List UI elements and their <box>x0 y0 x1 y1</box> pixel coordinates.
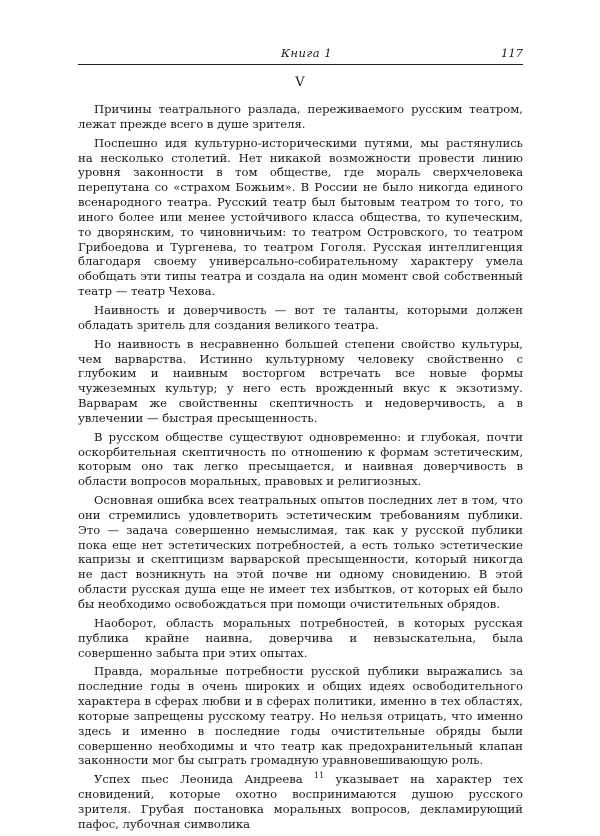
running-title: Книга 1 <box>281 46 333 60</box>
paragraph: Поспешно идя культурно-историческими путями, мы растянулись на несколько столетий. Нет никакой возможности провести линию уровня законности в том обществе, где мораль сверхчеловека перепутана со «страхом Божьим». В России не было никогда единого всенародного театра. Русский театр был бытовым театром то того, то иного более или менее устойчивого класса общества, то купеческим, то дворянским, то чиновничьим: то театром Островского, то театром Грибоедова и Тургенева, то театром Гоголя. Русская интеллигенция благодаря своему универсально-собирательному характеру умела обобщать эти типы театра и создала на один момент свой собственный театр — театр Чехова. <box>78 135 523 299</box>
paragraph: Правда, моральные потребности русской публики выражались за последние годы в очень широких и общих идеях освободительного характера в сферах любви и в сферах политики, именно в тех областях, которые запрещены русскому театру. Но нельзя отрицать, что именно здесь и именно в последние годы очистительные обряды были совершенно необходимы и что театр как предохранительный клапан законности мог бы сыграть громадную уравновешивающую роль. <box>78 664 523 768</box>
paragraph: В русском обществе существуют одновременно: и глубокая, почти оскорбительная скептичность по отношению к формам эстетическим, которым оно так легко пресыщается, и наивная доверчивость в области вопросов моральных, правовых и религиозных. <box>78 429 523 489</box>
paragraph: Наоборот, область моральных потребностей, в которых русская публика крайне наивна, доверчива и невзыскательна, была совершенно забыта при этих опытах. <box>78 615 523 660</box>
body-text <box>78 102 523 832</box>
footnote-reference[interactable]: 11 <box>314 771 325 781</box>
last-paragraph <box>78 772 523 831</box>
paragraph: Причины театрального разлада, переживаемого русским театром, лежат прежде всего в душе зрителя. <box>78 102 523 131</box>
paragraph: Наивность и доверчивость — вот те таланты, которыми должен обладать зритель для создания великого театра. <box>78 302 523 332</box>
paragraph-text-end: указывает на характер тех сновидений, которые охотно воспринимаются душою русского зрителя. Грубая постановка моральных вопросов, декламирующий пафос, лубочная символика <box>78 772 523 831</box>
paragraph: Но наивность в несравненно большей степени свойство культуры, чем варварства. Истинно культурному человеку свойственно с глубоким и наивным восторгом встречать все новые формы чужеземных культур; у него есть врожденный вкус к экзотизму. Варварам же свойственны скептичность и недоверчивость, а в увлечении — быстрая пресыщенность. <box>78 336 523 425</box>
section-numeral: V <box>295 75 306 90</box>
paragraph: Основная ошибка всех театральных опытов последних лет в том, что они стремились удовлетворить эстетическим требованиям публики. Это — задача совершенно немыслимая, так как у русской публики пока еще нет эстетических потребностей, а есть только эстетические капризы и скептицизм варварской пресыщенности, который никогда не даст возникнуть на этой почве ни одному сновидению. В этой области русская душа еще не имеет тех избытков, от которых ей было бы необходимо освобождаться при помощи очистительных обрядов. <box>78 493 523 611</box>
page-number: 117 <box>501 46 523 60</box>
book-page <box>78 44 523 836</box>
paragraph-text-start: Успех пьес Леонида Андреева <box>94 772 315 787</box>
running-header <box>78 44 523 65</box>
